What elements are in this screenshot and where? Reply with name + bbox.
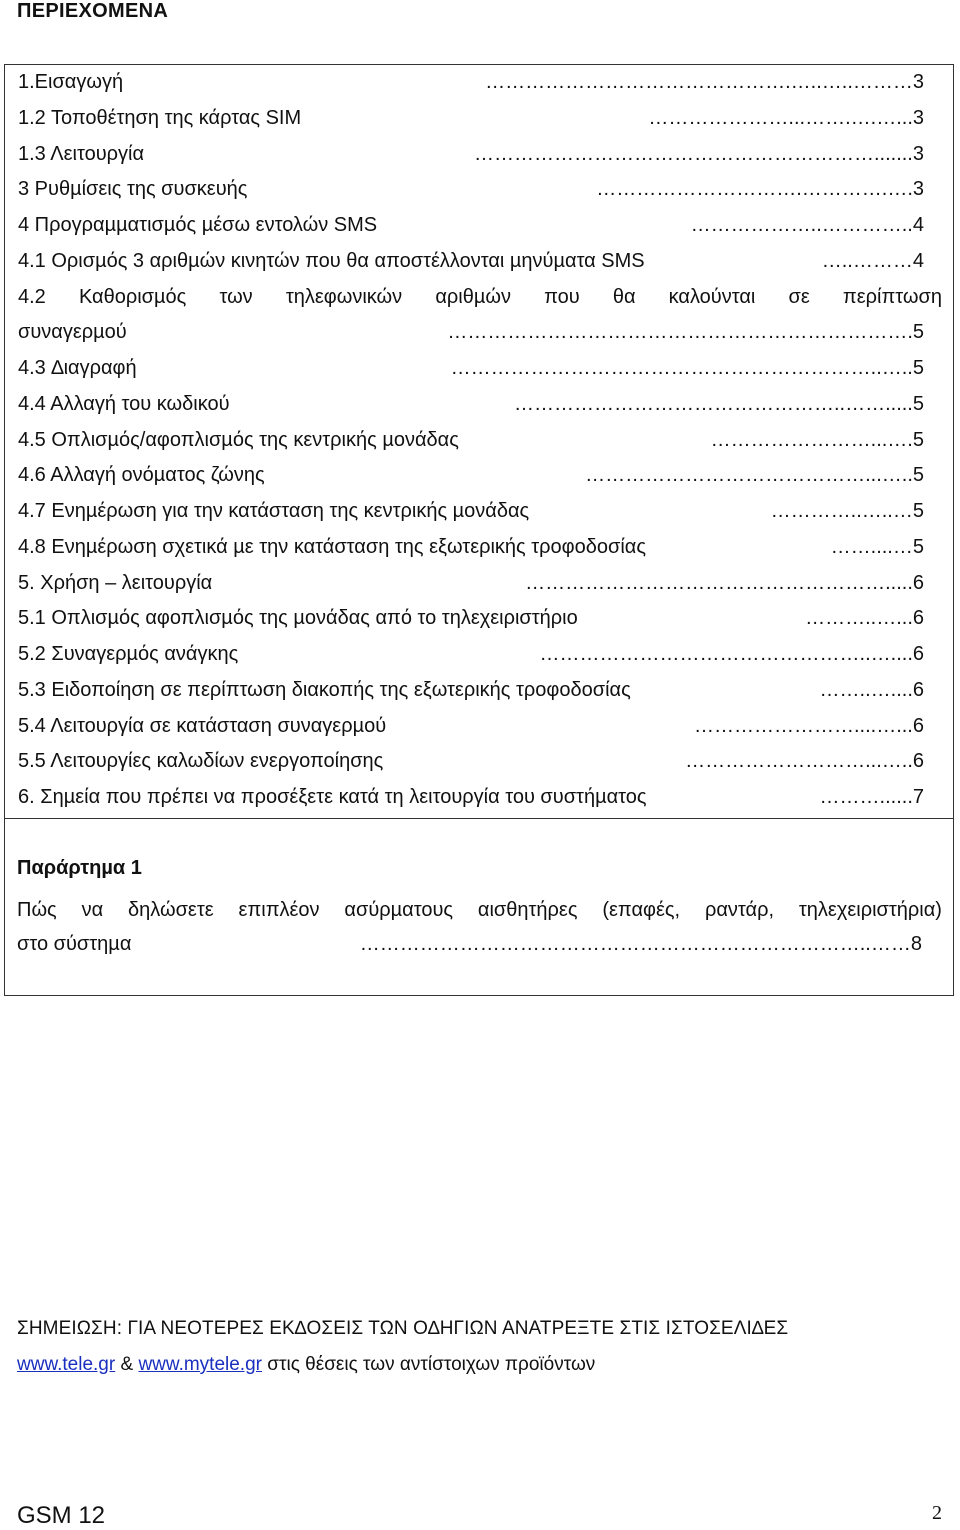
word: αισθητήρες [477, 899, 578, 921]
toc-entry-page: ……………………………………...…..5 [585, 464, 924, 487]
tele-link[interactable]: www.tele.gr [17, 1354, 116, 1375]
appendix-description [17, 896, 942, 924]
toc-entry [18, 318, 924, 346]
toc-entry [18, 354, 924, 382]
toc-entry-page: …..………4 [821, 249, 924, 272]
toc-entry-page: ………..…...6 [805, 607, 924, 630]
toc-entry-label [18, 283, 942, 311]
word: επιπλέον [238, 899, 320, 921]
word: σε [788, 285, 810, 308]
toc-entry-label: 5.4 Λειτουργία σε κατάσταση συναγερµού [18, 714, 387, 737]
toc-entry-page: ………………………………………………………..…..5 [450, 357, 924, 379]
toc-entry [18, 68, 924, 96]
toc-entry-label: 4.6 Αλλαγή ονόµατος ζώνης [18, 464, 265, 487]
word: τηλεχειριστήρια) [798, 899, 942, 921]
toc-entry [18, 569, 924, 597]
toc-entry-label: 5.3 Ειδοποίηση σε περίπτωση διακοπής της εξωτερικής τροφοδοσίας [18, 678, 631, 701]
footer-model: GSM 12 [17, 1502, 106, 1529]
toc-entry-page: …………………………………………..…....6 [539, 643, 924, 665]
toc-entry [18, 140, 924, 168]
toc-entry-page: ………………..…………..4 [690, 214, 924, 236]
toc-entry-page: …………………………………………………………….5 [447, 321, 924, 344]
toc-entry-label: 4.7 Ενηµέρωση για την κατάσταση της κεντρικής µονάδας [18, 500, 530, 522]
toc-entry [18, 461, 924, 489]
word: ασύρµατους [344, 899, 454, 921]
word: Καθορισµός [78, 285, 187, 308]
toc-entry [18, 175, 924, 203]
appendix-title: Παράρτηµα 1 [17, 857, 142, 879]
toc-entry-page: ………………………….………….….3 [596, 178, 924, 201]
word: καλούνται [668, 285, 756, 308]
word: (επαφές, [602, 899, 681, 921]
toc-entry [18, 640, 924, 668]
appendix-page-ref: …………………………………………………………………..……8 [359, 933, 922, 955]
toc-entry-label: 4 Προγραµµατισµός µέσω εντολών SMS [18, 214, 378, 236]
table-of-contents [4, 64, 954, 996]
toc-entry-page: ………………………...…..6 [685, 750, 924, 773]
toc-entry-page: ……………………………………….…..…..………3 [485, 71, 924, 93]
word: δηλώσετε [128, 899, 214, 921]
toc-entry-label: 1.Εισαγωγή [18, 71, 124, 93]
toc-entry-page: ……………………………………………….....6 [525, 571, 924, 594]
toc-entry [18, 533, 924, 561]
toc-entry-page: ………......7 [819, 786, 924, 808]
word: Πώς [17, 899, 57, 921]
toc-entry [18, 390, 924, 418]
toc-entry [18, 497, 924, 525]
toc-entry [18, 783, 924, 811]
toc-entry-label: 6. Σηµεία που πρέπει να προσέξετε κατά τη λειτουργία του συστήµατος [18, 786, 647, 808]
toc-entry-page: …………………...…….….…...3 [648, 106, 924, 129]
ampersand: & [120, 1354, 134, 1375]
update-note: ΣΗΜΕΙΩΣΗ: ΓΙΑ ΝΕΟΤΕΡΕΣ ΕΚ∆ΟΣΕΙΣ ΤΩΝ Ο∆ΗΓΙΩΝ ΑΝΑΤΡΕΞΤΕ ΣΤΙΣ ΙΣΤΟΣΕΛΙ∆ΕΣ [17, 1318, 789, 1339]
toc-entry [18, 104, 924, 132]
toc-entry-label: 5.5 Λειτουργίες καλωδίων ενεργοποίησης [18, 750, 384, 773]
word: τηλεφωνικών [285, 285, 403, 308]
toc-entry-page: …………………………………………………….......3 [473, 142, 924, 165]
word: θα [612, 285, 636, 308]
toc-entry [18, 283, 942, 311]
toc-entry [18, 712, 924, 740]
word: περίπτωση [842, 285, 942, 308]
toc-entry [18, 676, 924, 704]
toc-entry-label: 5.2 Συναγερµός ανάγκης [18, 643, 239, 665]
toc-entry-label: 5.1 Οπλισµός αφοπλισµός της µονάδας από το τηλεχειριστήριο [18, 607, 578, 630]
word: 4.2 [18, 285, 46, 308]
toc-entry-label: 5. Χρήση – λειτουργία [18, 571, 213, 594]
toc-entry-page: ……....…5 [830, 535, 924, 558]
toc-entry-label: 1.3 Λειτουργία [18, 142, 145, 165]
toc-entry-label: 4.8 Ενηµέρωση σχετικά µε την κατάσταση της εξωτερικής τροφοδοσίας [18, 535, 646, 558]
toc-entry-page: ……………………....…...6 [693, 714, 924, 737]
word: ραντάρ, [704, 899, 775, 921]
toc-entry-page: …………..…..…5 [770, 500, 924, 522]
toc-entry-label: 3 Ρυθµίσεις της συσκευής [18, 178, 248, 201]
toc-entry [18, 426, 924, 454]
word: των [219, 285, 253, 308]
toc-entry-label: 4.1 Ορισµός 3 αριθµών κινητών που θα αποστέλλονται µηνύµατα SMS [18, 249, 645, 272]
mytele-link[interactable]: www.mytele.gr [138, 1354, 262, 1375]
page-number: 2 [932, 1502, 942, 1524]
toc-entry-page: ……..…....6 [819, 678, 924, 701]
toc-entry-label: 4.4 Αλλαγή του κωδικού [18, 392, 230, 415]
word: αριθµών [435, 285, 511, 308]
links-suffix: στις θέσεις των αντίστοιχων προϊόντων [267, 1354, 596, 1375]
toc-entry-label: 1.2 Τοποθέτηση της κάρτας SIM [18, 106, 302, 129]
toc-entry-label: συναγερµού [18, 321, 127, 344]
toc-entry-page: ……………………...….5 [710, 428, 924, 451]
appendix-line-1 [17, 896, 942, 924]
toc-entry-page: …………………………………………..…….....5 [513, 392, 924, 415]
toc-entry-label: 4.3 ∆ιαγραφή [18, 357, 137, 379]
toc-entry [18, 211, 924, 239]
website-links [17, 1354, 595, 1376]
toc-entry [18, 747, 924, 775]
word: που [544, 285, 580, 308]
toc-entry [18, 604, 924, 632]
toc-divider [5, 818, 953, 819]
page-title: ΠΕΡΙΕΧΟΜΕΝΑ [17, 0, 169, 22]
word: να [81, 899, 104, 921]
toc-entry-label: 4.5 Οπλισµός/αφοπλισµός της κεντρικής µονάδας [18, 428, 459, 451]
appendix-description-cont: στο σύστηµα [17, 933, 132, 955]
toc-entry [18, 247, 924, 275]
